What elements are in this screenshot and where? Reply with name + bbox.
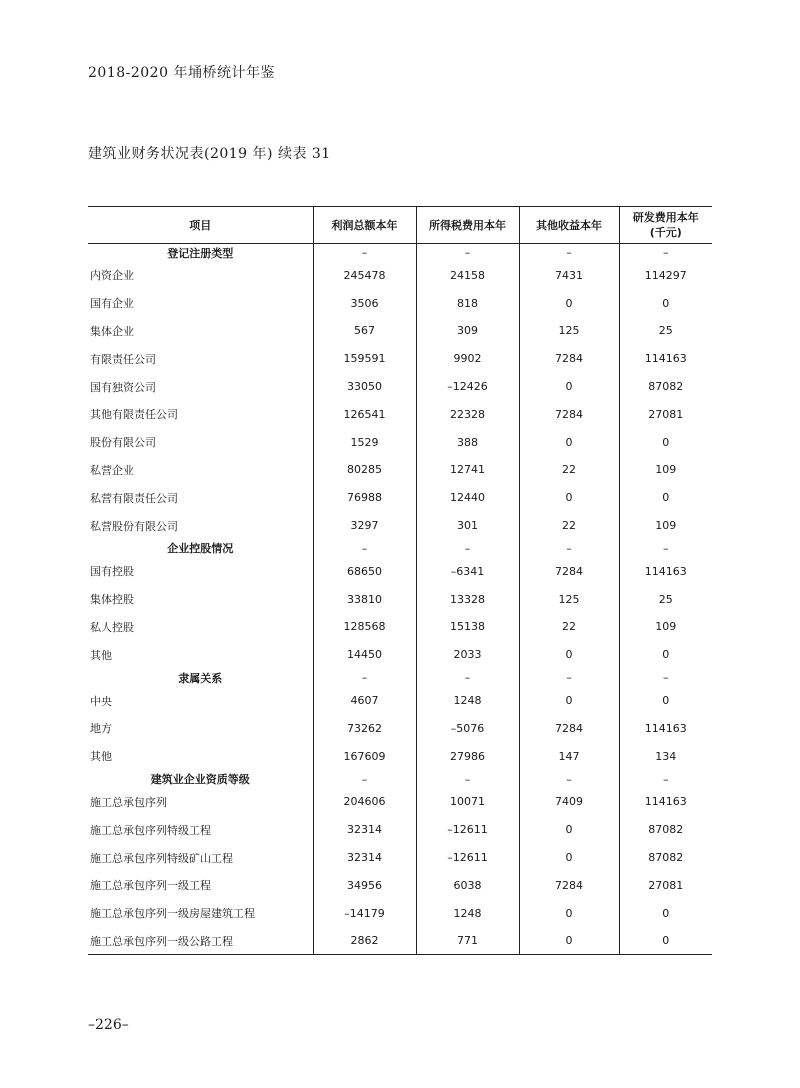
rd-cell: – bbox=[619, 539, 712, 557]
profit-cell: – bbox=[313, 539, 416, 557]
other-income-cell: 0 bbox=[519, 899, 619, 927]
other-income-cell: 0 bbox=[519, 289, 619, 317]
row-label: 施工总承包序列一级房屋建筑工程 bbox=[90, 907, 255, 921]
rd-cell: 114163 bbox=[619, 788, 712, 816]
profit-cell: 3297 bbox=[313, 512, 416, 540]
tax-cell: 24158 bbox=[416, 262, 519, 290]
row-label: 其他有限责任公司 bbox=[90, 408, 178, 422]
other-income-cell: – bbox=[519, 244, 619, 262]
table-row bbox=[88, 512, 712, 540]
profit-cell: 4607 bbox=[313, 687, 416, 715]
profit-cell: – bbox=[313, 244, 416, 262]
section-row bbox=[88, 770, 712, 788]
profit-cell: 32314 bbox=[313, 816, 416, 844]
rd-cell: 25 bbox=[619, 317, 712, 345]
other-income-cell: 0 bbox=[519, 816, 619, 844]
page-number: –226– bbox=[88, 1017, 129, 1033]
tax-cell: 12440 bbox=[416, 484, 519, 512]
table-row bbox=[88, 899, 712, 927]
tax-cell: 22328 bbox=[416, 400, 519, 428]
rd-cell: 0 bbox=[619, 641, 712, 669]
profit-cell: –14179 bbox=[313, 899, 416, 927]
tax-cell: – bbox=[416, 770, 519, 788]
table-row bbox=[88, 585, 712, 613]
tax-cell: 6038 bbox=[416, 871, 519, 899]
rd-cell: 0 bbox=[619, 687, 712, 715]
tax-cell: –12611 bbox=[416, 844, 519, 872]
row-label: 股份有限公司 bbox=[90, 436, 156, 450]
tax-cell: 12741 bbox=[416, 456, 519, 484]
rd-cell: 114297 bbox=[619, 262, 712, 290]
other-income-cell: 0 bbox=[519, 373, 619, 401]
finance-table-container bbox=[88, 206, 712, 955]
other-income-cell: 0 bbox=[519, 844, 619, 872]
profit-cell: 33810 bbox=[313, 585, 416, 613]
rd-cell: 0 bbox=[619, 484, 712, 512]
other-income-cell: 7284 bbox=[519, 345, 619, 373]
section-row bbox=[88, 244, 712, 262]
other-income-cell: 7284 bbox=[519, 871, 619, 899]
table-row bbox=[88, 742, 712, 770]
rd-cell: 27081 bbox=[619, 871, 712, 899]
rd-cell: 114163 bbox=[619, 557, 712, 585]
profit-cell: – bbox=[313, 770, 416, 788]
tax-cell: – bbox=[416, 669, 519, 687]
other-income-cell: – bbox=[519, 669, 619, 687]
table-row bbox=[88, 456, 712, 484]
rd-cell: – bbox=[619, 669, 712, 687]
other-income-cell: 0 bbox=[519, 428, 619, 456]
row-label: 国有控股 bbox=[90, 565, 134, 579]
row-label: 私人控股 bbox=[90, 620, 134, 634]
column-header-tax: 所得税费用本年 bbox=[416, 207, 519, 244]
rd-cell: 0 bbox=[619, 289, 712, 317]
row-label: 集体控股 bbox=[90, 593, 134, 607]
profit-cell: 567 bbox=[313, 317, 416, 345]
other-income-cell: 22 bbox=[519, 456, 619, 484]
rd-cell: 109 bbox=[619, 613, 712, 641]
profit-cell: 68650 bbox=[313, 557, 416, 585]
table-header bbox=[88, 207, 712, 244]
tax-cell: 15138 bbox=[416, 613, 519, 641]
rd-cell: 134 bbox=[619, 742, 712, 770]
rd-cell: 87082 bbox=[619, 844, 712, 872]
other-income-cell: 7284 bbox=[519, 400, 619, 428]
profit-cell: 126541 bbox=[313, 400, 416, 428]
tax-cell: – bbox=[416, 244, 519, 262]
rd-cell: – bbox=[619, 244, 712, 262]
row-label: 有限责任公司 bbox=[90, 352, 156, 366]
other-income-cell: 7409 bbox=[519, 788, 619, 816]
table-row bbox=[88, 484, 712, 512]
section-row bbox=[88, 669, 712, 687]
table-row bbox=[88, 687, 712, 715]
other-income-cell: 125 bbox=[519, 585, 619, 613]
tax-cell: 818 bbox=[416, 289, 519, 317]
table-row bbox=[88, 289, 712, 317]
other-income-cell: 0 bbox=[519, 927, 619, 955]
profit-cell: 159591 bbox=[313, 345, 416, 373]
column-header-rd bbox=[619, 207, 712, 244]
other-income-cell: – bbox=[519, 770, 619, 788]
section-heading: 建筑业企业资质等级 bbox=[150, 773, 250, 787]
column-header-profit: 利润总额本年 bbox=[313, 207, 416, 244]
table-row bbox=[88, 816, 712, 844]
row-label: 其他 bbox=[90, 750, 112, 764]
row-label: 地方 bbox=[90, 722, 112, 736]
table-row bbox=[88, 557, 712, 585]
row-label: 中央 bbox=[90, 694, 112, 708]
tax-cell: 2033 bbox=[416, 641, 519, 669]
tax-cell: 13328 bbox=[416, 585, 519, 613]
row-label: 其他 bbox=[90, 648, 112, 662]
rd-cell: 109 bbox=[619, 512, 712, 540]
table-body bbox=[88, 244, 712, 955]
row-label: 私营股份有限公司 bbox=[90, 519, 178, 533]
other-income-cell: 7284 bbox=[519, 557, 619, 585]
other-income-cell: 7431 bbox=[519, 262, 619, 290]
row-label: 施工总承包序列一级公路工程 bbox=[90, 934, 233, 948]
rd-cell: 114163 bbox=[619, 345, 712, 373]
column-header-other-income: 其他收益本年 bbox=[519, 207, 619, 244]
row-label: 私营企业 bbox=[90, 463, 134, 477]
column-header-rd-line2: (千元) bbox=[649, 226, 682, 239]
table-row bbox=[88, 428, 712, 456]
tax-cell: 27986 bbox=[416, 742, 519, 770]
column-header-rd-line1: 研发费用本年 bbox=[632, 211, 699, 224]
tax-cell: –12611 bbox=[416, 816, 519, 844]
tax-cell: 309 bbox=[416, 317, 519, 345]
rd-cell: 87082 bbox=[619, 373, 712, 401]
tax-cell: 10071 bbox=[416, 788, 519, 816]
profit-cell: – bbox=[313, 669, 416, 687]
tax-cell: –5076 bbox=[416, 714, 519, 742]
table-row bbox=[88, 613, 712, 641]
profit-cell: 34956 bbox=[313, 871, 416, 899]
row-label: 国有独资公司 bbox=[90, 380, 156, 394]
row-label: 施工总承包序列 bbox=[90, 795, 167, 809]
profit-cell: 73262 bbox=[313, 714, 416, 742]
rd-cell: 87082 bbox=[619, 816, 712, 844]
section-heading: 企业控股情况 bbox=[167, 542, 234, 556]
rd-cell: 0 bbox=[619, 428, 712, 456]
rd-cell: 25 bbox=[619, 585, 712, 613]
tax-cell: –12426 bbox=[416, 373, 519, 401]
profit-cell: 2862 bbox=[313, 927, 416, 955]
table-row bbox=[88, 345, 712, 373]
table-row bbox=[88, 927, 712, 955]
section-heading: 登记注册类型 bbox=[167, 246, 234, 260]
row-label: 国有企业 bbox=[90, 297, 134, 311]
row-label: 施工总承包序列特级矿山工程 bbox=[90, 851, 233, 865]
table-row bbox=[88, 317, 712, 345]
row-label: 施工总承包序列一级工程 bbox=[90, 879, 211, 893]
profit-cell: 3506 bbox=[313, 289, 416, 317]
tax-cell: 1248 bbox=[416, 899, 519, 927]
profit-cell: 204606 bbox=[313, 788, 416, 816]
tax-cell: 1248 bbox=[416, 687, 519, 715]
profit-cell: 32314 bbox=[313, 844, 416, 872]
table-row bbox=[88, 262, 712, 290]
table-row bbox=[88, 871, 712, 899]
rd-cell: 114163 bbox=[619, 714, 712, 742]
table-title: 建筑业财务状况表(2019 年) 续表 31 bbox=[88, 146, 331, 162]
rd-cell: 0 bbox=[619, 899, 712, 927]
row-label: 内资企业 bbox=[90, 269, 134, 283]
profit-cell: 80285 bbox=[313, 456, 416, 484]
finance-table bbox=[88, 206, 712, 955]
table-row bbox=[88, 844, 712, 872]
row-label: 施工总承包序列特级工程 bbox=[90, 823, 211, 837]
table-row bbox=[88, 400, 712, 428]
rd-cell: 109 bbox=[619, 456, 712, 484]
running-head: 2018-2020 年埇桥统计年鉴 bbox=[88, 65, 275, 81]
row-label: 集体企业 bbox=[90, 324, 134, 338]
profit-cell: 76988 bbox=[313, 484, 416, 512]
rd-cell: 27081 bbox=[619, 400, 712, 428]
profit-cell: 1529 bbox=[313, 428, 416, 456]
other-income-cell: 22 bbox=[519, 613, 619, 641]
row-label: 私营有限责任公司 bbox=[90, 491, 178, 505]
section-heading: 隶属关系 bbox=[178, 671, 223, 685]
other-income-cell: 0 bbox=[519, 687, 619, 715]
tax-cell: – bbox=[416, 539, 519, 557]
column-header-item: 项目 bbox=[189, 218, 212, 232]
rd-cell: – bbox=[619, 770, 712, 788]
tax-cell: 9902 bbox=[416, 345, 519, 373]
tax-cell: 301 bbox=[416, 512, 519, 540]
table-row bbox=[88, 373, 712, 401]
tax-cell: 388 bbox=[416, 428, 519, 456]
profit-cell: 128568 bbox=[313, 613, 416, 641]
other-income-cell: 125 bbox=[519, 317, 619, 345]
other-income-cell: 0 bbox=[519, 484, 619, 512]
profit-cell: 167609 bbox=[313, 742, 416, 770]
other-income-cell: 22 bbox=[519, 512, 619, 540]
section-row bbox=[88, 539, 712, 557]
other-income-cell: 0 bbox=[519, 641, 619, 669]
table-row bbox=[88, 641, 712, 669]
table-row bbox=[88, 714, 712, 742]
rd-cell: 0 bbox=[619, 927, 712, 955]
profit-cell: 245478 bbox=[313, 262, 416, 290]
tax-cell: 771 bbox=[416, 927, 519, 955]
other-income-cell: 7284 bbox=[519, 714, 619, 742]
tax-cell: –6341 bbox=[416, 557, 519, 585]
other-income-cell: – bbox=[519, 539, 619, 557]
profit-cell: 14450 bbox=[313, 641, 416, 669]
table-row bbox=[88, 788, 712, 816]
other-income-cell: 147 bbox=[519, 742, 619, 770]
header-row bbox=[88, 207, 712, 244]
profit-cell: 33050 bbox=[313, 373, 416, 401]
